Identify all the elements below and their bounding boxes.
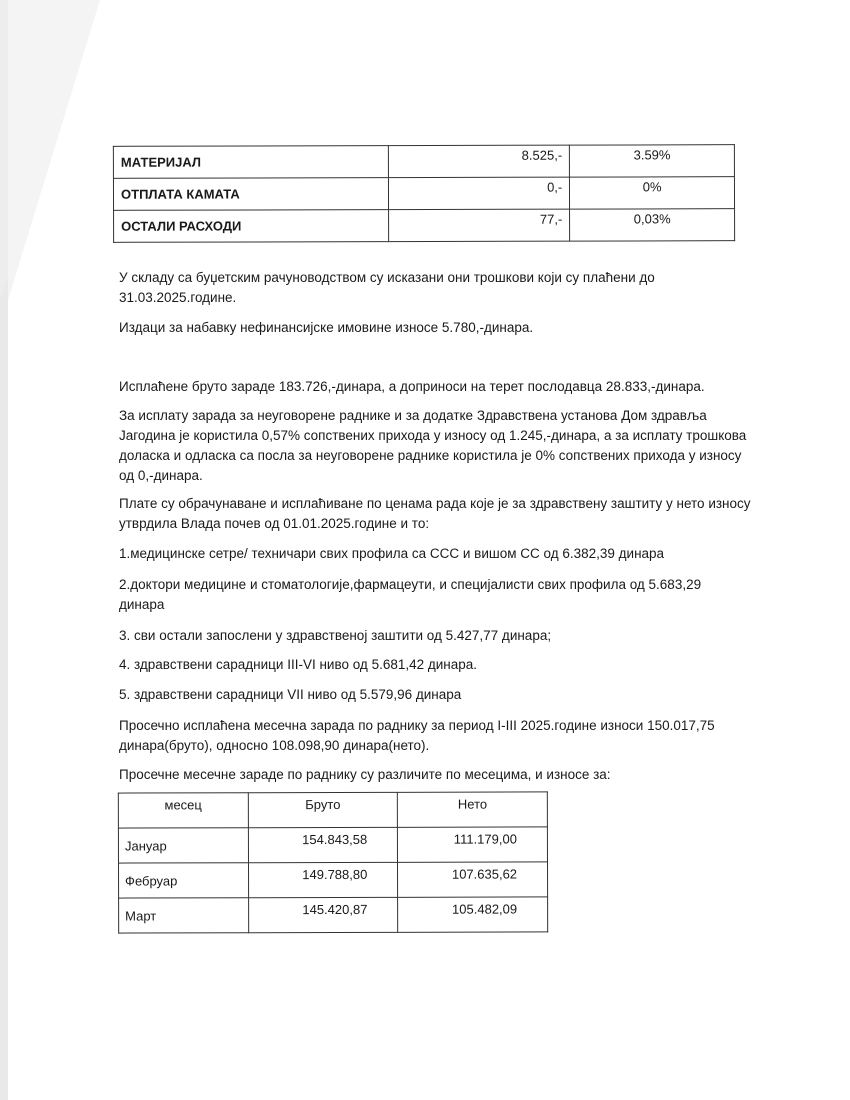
column-header-net: Нето	[398, 792, 548, 827]
table-row	[119, 862, 548, 898]
table-row	[119, 897, 548, 933]
list-item: 1.медицинске сетре/ техничари свих профила са ССС и вишом СС од 6.382,39 динара	[119, 546, 665, 561]
list-item: 2.доктори медицине и стоматологије,фармацеути, и специјалисти свих профила од 5.683,29 динара	[119, 577, 702, 612]
column-header-month: месец	[118, 793, 248, 828]
column-header-gross: Бруто	[248, 792, 398, 827]
table-row	[113, 177, 734, 211]
paragraph-average-salary: Просечно исплаћена месечна зарада по раднику за период I-III 2025.године износи 150.017,75 динара(бруто), односно 108.098,90 динара(нето).	[119, 718, 715, 753]
expense-amount: 0,-	[388, 177, 570, 209]
expense-amount: 77,-	[388, 209, 570, 241]
expense-name: ОТПЛАТА КАМАТА	[113, 178, 388, 211]
table-row	[113, 145, 734, 179]
gross-cell: 154.843,58	[248, 827, 398, 862]
table-row	[118, 827, 547, 863]
paragraph-uncontracted-workers: За исплату зарада за неуговорене раднике и за додатке Здравствена установа Дом здравља Јагодина је користила 0,57% сопствених прихода у износу од 1.245,-динара, а за исплату трошкова доласка и одласка са посла за неуговорене раднике користила је 0% сопствених прихода у износу од 0,-динара.	[119, 408, 747, 483]
salary-table	[118, 791, 548, 933]
paragraph-salary-basis: Плате су обрачунаване и исплаћиване по ценама рада које је за здравствену заштиту у нето износу утврдила Влада почев од 01.01.2025.године и то:	[119, 496, 751, 531]
list-item: 5. здравствени сарадници VII ниво од 5.579,96 динара	[119, 687, 462, 702]
month-cell: Јануар	[118, 828, 248, 863]
gross-cell: 145.420,87	[248, 897, 398, 932]
month-cell: Март	[119, 898, 249, 933]
list-item: 3. сви остали запослени у здравственој заштити од 5.427,77 динара;	[119, 628, 552, 643]
net-cell: 111.179,00	[398, 827, 548, 862]
gross-cell: 149.788,80	[248, 862, 398, 897]
paragraph-nonfinancial-assets: Издаци за набавку нефинансијске имовине износе 5.780,-динара.	[119, 320, 534, 335]
table-header-row	[118, 792, 547, 828]
expense-table	[113, 144, 735, 243]
month-cell: Фебруар	[119, 863, 249, 898]
expense-amount: 8.525,-	[388, 145, 570, 177]
paragraph-monthly-intro: Просечне месечне зараде по раднику су различите по месецима, и износе за:	[119, 767, 611, 782]
expense-percent: 0,03%	[570, 209, 735, 241]
net-cell: 105.482,09	[398, 897, 548, 932]
expense-name: ОСТАЛИ РАСХОДИ	[114, 210, 389, 243]
table-row	[114, 209, 735, 243]
net-cell: 107.635,62	[398, 862, 548, 897]
expense-percent: 0%	[570, 177, 735, 209]
paragraph-budget-accounting: У складу са буџетским рачуноводством су исказани они трошкови који су плаћени до 31.03.2025.године.	[119, 270, 655, 305]
expense-percent: 3.59%	[570, 145, 735, 177]
scan-corner-paper	[8, 0, 100, 300]
expense-name: МАТЕРИЈАЛ	[113, 146, 388, 179]
list-item: 4. здравствени сарадници III-VI ниво од 5.681,42 динара.	[119, 657, 478, 672]
paragraph-gross-salaries: Исплаћене бруто зараде 183.726,-динара, а доприноси на терет послодавца 28.833,-динара.	[119, 379, 705, 394]
